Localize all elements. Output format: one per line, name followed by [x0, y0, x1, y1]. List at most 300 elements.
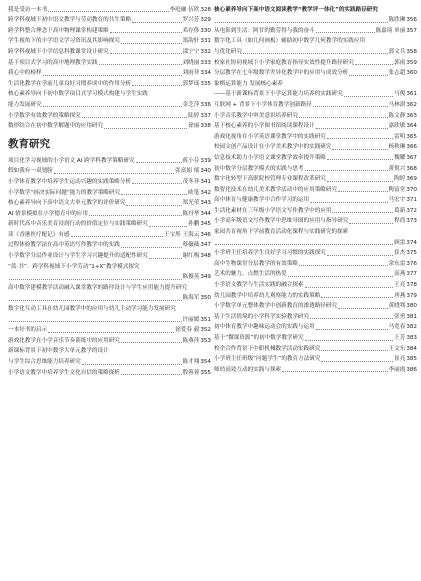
dot-leader [82, 364, 182, 365]
dot-leader [99, 64, 182, 65]
entry-author: 程尚 [394, 218, 406, 225]
dot-leader [344, 96, 393, 97]
entry-page-number: 364 [406, 123, 417, 130]
entry-page-number: 331 [200, 38, 211, 45]
entry-author: 陈嘉琦 单丽 [375, 27, 406, 34]
entry-author: 谢红梅 [182, 253, 200, 260]
dot-leader [321, 297, 393, 298]
entry-page-number: 365 [406, 133, 417, 140]
toc-entry [214, 142, 417, 153]
entry-title: 小学数学单元整体教学中创新教育的渗透路径研究 [214, 303, 338, 310]
entry-author: 郑光荣 [182, 200, 200, 207]
entry-author: 黄倪兴 [388, 165, 406, 172]
toc-entry [8, 121, 211, 132]
toc-entry [8, 25, 211, 36]
entry-page-number: 367 [406, 154, 417, 161]
entry-title: 高中数学建模教学活动融入课堂教学的路径设计与学生应用能力提升研究 [8, 284, 188, 291]
entry-title: 读《香港医疗配记》有感 [8, 231, 70, 238]
entry-page-number: 351 [200, 316, 211, 323]
entry-page-number: 380 [406, 303, 417, 310]
entry-title: 小学班主任培养学生良好学习习惯的实践探究 [214, 250, 326, 257]
entry-author: 王文东 [388, 345, 406, 352]
toc-entry [214, 322, 417, 333]
entry-page-number: 383 [406, 335, 417, 341]
toc-entry [8, 187, 211, 198]
dot-leader [327, 138, 393, 139]
entry-page-number: 379 [406, 292, 417, 299]
dot-leader [132, 183, 181, 184]
entry-page-number: 335 [200, 80, 211, 87]
entry-page-number: 354 [200, 359, 211, 365]
entry-author: 张志超 [388, 70, 406, 77]
toc-list-top [8, 4, 211, 131]
dot-leader [149, 258, 182, 259]
entry-author: 黄晓骞 [388, 303, 406, 310]
entry-page-number: 382 [406, 324, 417, 331]
entry-author: 魏耀 [394, 154, 406, 161]
entry-title: 小学高年级语文写作教学中思维导图的应用与指导研究 [214, 218, 349, 225]
entry-title: 小学语文教学中培养学生文化自信的策略探析 [8, 369, 120, 376]
entry-title: 小学语文教学与生活实践的融合探索 [214, 282, 304, 289]
entry-title: 基于“微课资源”的初中数学教学研究 [214, 335, 304, 341]
entry-author: 邓存侈 [182, 27, 200, 34]
toc-entry [214, 184, 417, 195]
section-heading: 教育研究 [8, 138, 50, 151]
dot-leader [305, 340, 393, 341]
toc-entry [8, 46, 211, 57]
entry-title: 游戏化教学在小学音乐节奏训练中的应用研究 [8, 337, 120, 344]
toc-entry [8, 325, 211, 336]
toc-entry [214, 226, 417, 237]
entry-author: 李庭融 伍欣 [169, 6, 200, 13]
entry-author: 马宽春 [388, 324, 406, 331]
entry-title: 一本好书的启示 [8, 327, 48, 334]
right-column [214, 4, 417, 375]
entry-page-number: 345 [200, 221, 211, 228]
dot-leader [9, 279, 182, 280]
entry-author: 陆婷 [188, 112, 200, 119]
entry-author: 高燕 [394, 271, 406, 278]
entry-page-number: 336 [200, 101, 211, 108]
entry-page-number: 349 [200, 274, 211, 281]
toc-entry [214, 216, 417, 227]
dot-leader [126, 205, 181, 206]
toc-entry [8, 346, 211, 357]
entry-author: 郭文兵 [388, 48, 406, 55]
entry-title: 核心素养导向下高中语文大单元教学的评价研究 [8, 200, 126, 207]
entry-page-number: 372 [406, 207, 417, 214]
dot-leader [136, 162, 182, 163]
entry-author: 茂冬菲 [182, 178, 200, 185]
entry-page-number: 373 [406, 218, 417, 225]
entry-page-number: 338 [200, 123, 211, 130]
entry-title: 基于核心素养的小学图书馆阅读课程设计 [214, 123, 315, 130]
toc-entry [8, 250, 211, 261]
entry-title: 基于生活情境的小学科学实验教学研究 [214, 313, 310, 320]
entry-author: 雷明 [394, 133, 406, 140]
entry-title: 基于项目式学习的高中地理教学实践 [8, 59, 98, 66]
entry-title: “蓝·书”：跨学科视域下小学劳动“1+X”教学模式探究 [8, 263, 140, 270]
entry-title: 我是受访一本书 [8, 6, 48, 13]
dot-leader [243, 53, 388, 54]
entry-title: 能力发展研究 [8, 101, 42, 108]
entry-page-number: 386 [406, 366, 417, 373]
entry-title: 跨学科整合理念下高中物理课堂构建策略 [8, 27, 109, 34]
toc-entry [214, 4, 417, 15]
toc-entry [8, 36, 211, 47]
entry-page-number: 378 [406, 282, 417, 289]
toc-entry [8, 356, 211, 367]
entry-author: 嘉欣敏 [388, 123, 406, 130]
entry-page-number: 341 [200, 178, 211, 185]
entry-page-number: 375 [406, 250, 417, 257]
dot-leader [89, 215, 182, 216]
dot-leader [299, 117, 388, 118]
entry-author: 唐燕 [394, 292, 406, 299]
entry-page-number: 337 [200, 112, 211, 119]
entry-title: 与优化研究 [214, 48, 242, 55]
toc-entry [214, 364, 417, 375]
dot-leader [54, 173, 174, 174]
entry-author: 陈俊英 [182, 274, 200, 281]
toc-entry [8, 110, 211, 121]
toc-entry [214, 78, 417, 89]
entry-page-number: 363 [406, 112, 417, 119]
toc-entry [214, 99, 417, 110]
entry-title: 家园共育视角下学前教育活动化课程与实践研究的探索 [214, 229, 349, 236]
entry-page-number: 339 [200, 157, 211, 164]
dot-leader [299, 265, 388, 266]
toc-entry [8, 208, 211, 219]
entry-author: 欧笔 [188, 189, 200, 196]
entry-author: 陈欣琳 [388, 17, 406, 24]
toc-entry [214, 269, 417, 280]
entry-page-number: 385 [406, 356, 417, 363]
toc-entry [8, 219, 211, 230]
entry-title: 学生视角下的小学语文学习资讯及其影响探究 [8, 38, 120, 45]
entry-title: 校家社协同视域下小学家庭教育指导实效性提升路径研究 [214, 59, 354, 66]
toc-entry [8, 57, 211, 68]
entry-author: 马俊 [394, 91, 406, 98]
entry-title: 跨学科视域下小学信息科教课堂设计研究 [8, 48, 109, 55]
entry-title: 过程体验教学法在高中英语写作教学中的实践 [8, 242, 120, 249]
toc-entry [8, 272, 211, 283]
entry-author: 蒋小芬 [182, 157, 200, 164]
entry-author: 郑韵轩 [182, 38, 200, 45]
entry-title: 数字化工具（如几何画板）辅助初中数学几何教学的实践应用 [214, 38, 366, 45]
dot-leader [82, 117, 187, 118]
toc-entry [214, 205, 417, 216]
toc-entry [8, 68, 211, 79]
toc-entry [214, 237, 417, 248]
entry-title: 假如我有一双翅膀 [8, 168, 53, 175]
toc-list-right [214, 4, 417, 375]
toc-entry [214, 354, 417, 365]
entry-title: 初中数学分层教学模式的实践与思考 [214, 165, 304, 172]
entry-author: 陈才翔 [182, 359, 200, 365]
entry-author: 余东雷 [388, 260, 406, 267]
dot-leader [321, 361, 393, 362]
entry-author: 王芳 [394, 335, 406, 341]
entry-page-number: 369 [406, 176, 417, 183]
toc-entry [214, 248, 417, 259]
toc-entry [214, 279, 417, 290]
toc-entry [8, 155, 211, 166]
dot-leader [349, 223, 393, 224]
toc-entry [214, 301, 417, 312]
toc-entry [214, 68, 417, 79]
dot-leader [338, 191, 387, 192]
dot-leader [104, 128, 187, 129]
dot-leader [327, 255, 393, 256]
dot-leader [132, 85, 181, 86]
entry-title: 小学数学分层作业设计与学生学习兴趣提升的适配性研究 [8, 253, 148, 260]
dot-leader [132, 22, 181, 23]
entry-title: 新课标背景下初中数学大单元教学的设计 [8, 348, 109, 355]
entry-title: 互联网 + 背景下小学体育教学创新路径 [214, 101, 312, 108]
dot-leader [313, 106, 388, 107]
toc-entry [214, 25, 417, 36]
entry-page-number: 361 [406, 91, 417, 98]
entry-page-number: 332 [200, 48, 211, 55]
dot-leader [316, 329, 388, 330]
entry-author: 徐爱春 毅 [175, 327, 200, 334]
entry-page-number: 329 [200, 17, 211, 24]
entry-author: 李丽霞 [388, 366, 406, 373]
dot-leader [327, 181, 393, 182]
entry-title: 核心素养导向下初中数学项目式学习模式构建与学生实践 [8, 91, 148, 98]
entry-page-number: 376 [406, 260, 417, 267]
dot-leader [71, 236, 163, 237]
entry-title: 数字化转型下高职院校管理专业课程改革研究 [214, 176, 326, 183]
toc-entry [8, 335, 211, 346]
dot-leader [48, 332, 174, 333]
entry-author: 孙鹏 [188, 221, 200, 228]
entry-page-number: 384 [406, 345, 417, 352]
entry-page-number: 377 [406, 271, 417, 278]
entry-title: 跨学科视域下初中语文教学与劳动教育的共生策略 [8, 17, 132, 24]
toc-entry [214, 258, 417, 269]
entry-page-number: 333 [200, 59, 211, 66]
entry-title: 我心中的榜样 [8, 70, 42, 77]
entry-page-number: 353 [200, 337, 211, 344]
entry-author: 刘雨菲 [182, 70, 200, 77]
entry-author: 刘晓丽 [182, 59, 200, 66]
entry-author: 殷蓉蓉 [182, 369, 200, 376]
entry-title: 数字化互动工具在幼儿园教学中的应用与幼儿主动学习能力发展研究 [8, 306, 176, 313]
dot-leader [327, 159, 393, 160]
dot-leader [355, 64, 393, 65]
entry-author: 陶婷 [394, 176, 406, 183]
dot-leader [121, 247, 182, 248]
entry-title: 数智化技术在幼儿美术教学活动中的应用策略研究 [214, 186, 338, 193]
entry-author: 王亮 [394, 282, 406, 289]
toc-entry [214, 311, 417, 322]
entry-page-number: 346 [200, 231, 211, 238]
toc-entry [8, 229, 211, 240]
entry-page-number: 374 [406, 239, 417, 246]
entry-author: 马宏宇 [388, 197, 406, 204]
entry-page-number: 357 [406, 27, 417, 34]
dot-leader [48, 11, 168, 12]
dot-leader [121, 342, 182, 343]
entry-page-number: 350 [200, 295, 211, 302]
toc-list-education-research [8, 155, 211, 377]
dot-leader [305, 170, 388, 171]
entry-title: 分层教学在七年级数学差异化教学中的应用与成效分析 [214, 70, 349, 77]
toc-entry [8, 367, 211, 378]
entry-title: 小学班主任班级“问题学生”的教育方法研究 [214, 356, 321, 363]
entry-title: 小学数学“画决实际问题”能力的教学策略研究 [8, 189, 121, 196]
entry-title: 艺术的魅力，点燃生活的热爱 [214, 271, 287, 278]
entry-author: 马林澍 [388, 101, 406, 108]
entry-title: 高中体育与健康教学中合作学习的运用 [214, 197, 310, 204]
entry-page-number: 362 [406, 101, 417, 108]
entry-page-number: 355 [200, 369, 211, 376]
toc-entry [8, 240, 211, 251]
entry-author: 张富娟 郁 [175, 168, 200, 175]
entry-author: 许丽媛 [182, 316, 200, 323]
toc-entry [214, 89, 417, 100]
dot-leader [215, 22, 388, 23]
dot-leader [149, 226, 187, 227]
entry-author: 王宝彤 王海云 [163, 231, 200, 238]
entry-author: 邵宁宁 [182, 48, 200, 55]
toc-entry [8, 314, 211, 325]
toc-entry [214, 290, 417, 301]
entry-author: 葛新 [394, 207, 406, 214]
entry-page-number: 366 [406, 144, 417, 151]
entry-title: 小学音乐教学中审美意识培养研究 [214, 112, 298, 119]
dot-leader [321, 350, 387, 351]
entry-title: 与学生综合思维能力培养研究 [8, 359, 81, 365]
entry-page-number: 360 [406, 70, 417, 77]
entry-title: 信息技术助力小学语文课堂教学效率提升策略 [214, 154, 326, 161]
entry-title: 新时代高中音乐美育浸润行动的价值定位与实践策略研究 [8, 221, 148, 228]
entry-page-number: 359 [406, 59, 417, 66]
dot-leader [9, 300, 182, 301]
dot-leader [110, 53, 182, 54]
entry-title: AI 情景模拟在小学德育中的应用 [8, 210, 88, 217]
entry-author: 郭雨 [394, 59, 406, 66]
dot-leader [332, 149, 387, 150]
dot-leader [288, 276, 393, 277]
toc-entry [214, 152, 417, 163]
entry-title: 高中生物课堂分层教学的有效策略 [214, 260, 298, 267]
toc-entry [214, 131, 417, 142]
toc-entry [214, 174, 417, 185]
entry-author: 张勇 [394, 313, 406, 320]
dot-leader [338, 308, 387, 309]
entry-author: 顾雷 [394, 239, 406, 246]
toc-entry [8, 198, 211, 209]
entry-title: ——基于新课标背景下小学运算能力培养的实践研究 [214, 91, 343, 98]
entry-author: 陈海军 [182, 295, 200, 302]
entry-author: 陈燕萍 [182, 337, 200, 344]
toc-entry [8, 282, 211, 293]
toc-entry [214, 343, 417, 354]
dot-leader [215, 244, 393, 245]
entry-page-number: 371 [406, 197, 417, 204]
toc-entry [214, 36, 417, 47]
toc-entry [214, 57, 417, 68]
entry-title: 生活化素材在三年级小学语文写作教学中的应用 [214, 207, 332, 214]
entry-title: 生活化教学在学前儿童良好习惯养成中的作用分析 [8, 80, 132, 87]
entry-title: 初中体育教学中趣味运动会的实践与运用 [214, 324, 315, 331]
toc-entry [8, 176, 211, 187]
entry-title: 游戏化视角在小学英语课堂教学中的实践研究 [214, 133, 326, 140]
toc-entry [214, 15, 417, 26]
entry-author: 罗兴芳 [182, 17, 200, 24]
entry-title: 数形结合在初中数学解题中的应用研究 [8, 123, 104, 130]
entry-author: 蔡薇薇 [182, 242, 200, 249]
toc-entry [8, 166, 211, 177]
toc-entry [214, 46, 417, 57]
toc-entry [8, 261, 211, 272]
entry-page-number: 344 [200, 210, 211, 217]
dot-leader [282, 371, 387, 372]
entry-title: 校园文创产品设计在小学美术教学中的实践研究 [214, 144, 332, 151]
dot-leader [305, 287, 394, 288]
entry-title: 象棋运算能力 发展核心素养 [214, 80, 283, 87]
dot-leader [43, 75, 182, 76]
entry-page-number: 358 [406, 48, 417, 55]
entry-author: 徐丽 [188, 123, 200, 130]
entry-page-number: 330 [200, 27, 211, 34]
toc-entry [214, 163, 417, 174]
dot-leader [121, 43, 182, 44]
entry-page-number: 334 [200, 70, 211, 77]
dot-leader [43, 106, 182, 107]
entry-author: 崔杰 [394, 250, 406, 257]
toc-entry [214, 110, 417, 121]
dot-leader [349, 75, 387, 76]
toc-entry [8, 89, 211, 100]
toc-entry [214, 121, 417, 132]
entry-page-number: 348 [200, 253, 211, 260]
entry-title: 项目化学习视域的小学语文 AI 跨学科教学策略研究 [8, 157, 135, 164]
dot-leader [316, 128, 388, 129]
entry-author: 杨秋琳 [388, 144, 406, 151]
entry-author: 崔亮 [394, 356, 406, 363]
entry-page-number: 340 [200, 168, 211, 175]
toc-entry [8, 293, 211, 304]
dot-leader [332, 212, 393, 213]
entry-page-number: 381 [406, 313, 417, 320]
entry-author: 陶富堂 [388, 186, 406, 193]
entry-page-number: 347 [200, 242, 211, 249]
entry-title: 师幼高效互动的实践与探索 [214, 366, 282, 373]
entry-page-number: 328 [200, 6, 211, 13]
toc-entry [8, 303, 211, 314]
toc-entry [8, 99, 211, 110]
entry-author: 金芝萍 [182, 101, 200, 108]
dot-leader [9, 321, 182, 322]
entry-page-number: 352 [200, 327, 211, 334]
dot-leader [310, 318, 393, 319]
entry-page-number: 370 [406, 186, 417, 193]
entry-author: 郭梦瑶 [182, 80, 200, 87]
entry-title: 幼儿园教学中培养幼儿观察能力的实践策略 [214, 292, 321, 299]
left-column [8, 4, 211, 378]
dot-leader [121, 374, 182, 375]
toc-entry [214, 195, 417, 206]
dot-leader [316, 32, 375, 33]
entry-author: 陈丹华 [182, 210, 200, 217]
entry-title: 小学数学有效教学的策略探究 [8, 112, 81, 119]
entry-page-number: 342 [200, 189, 211, 196]
toc-entry [8, 4, 211, 15]
